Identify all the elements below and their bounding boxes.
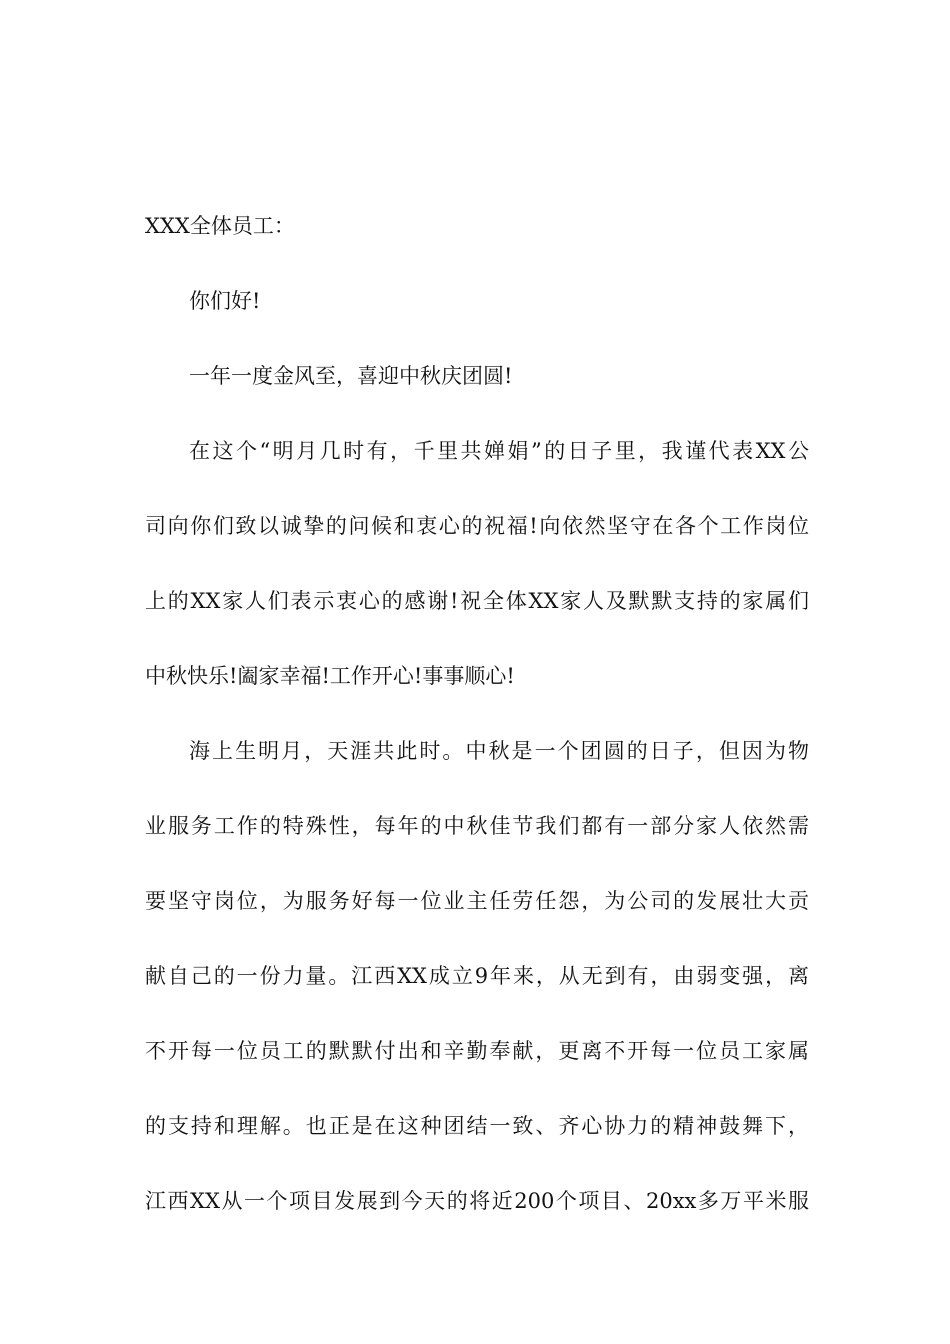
- paragraph-line: 在这个“明月几时有，千里共婵娟”的日子里，我谨代表XX公: [189, 439, 809, 463]
- paragraph-line: 业服务工作的特殊性，每年的中秋佳节我们都有一部分家人依然需: [145, 814, 809, 838]
- paragraph-line: 的支持和理解。也正是在这种团结一致、齐心协力的精神鼓舞下，: [145, 1114, 809, 1138]
- paragraph-line: 要坚守岗位，为服务好每一位业主任劳任怨，为公司的发展壮大贡: [145, 889, 809, 913]
- paragraph-line: 不开每一位员工的默默付出和辛勤奉献，更离不开每一位员工家属: [145, 1039, 809, 1063]
- salutation: XXX全体员工：: [145, 214, 295, 238]
- paragraph-line: 中秋快乐!阖家幸福!工作开心!事事顺心!: [145, 664, 515, 688]
- greeting: 你们好!: [189, 289, 261, 313]
- paragraph-line: 海上生明月，天涯共此时。中秋是一个团圆的日子，但因为物: [189, 739, 809, 763]
- paragraph-line: 司向你们致以诚挚的问候和衷心的祝福!向依然坚守在各个工作岗位: [145, 514, 809, 538]
- paragraph-line: 上的XX家人们表示衷心的感谢!祝全体XX家人及默默支持的家属们: [145, 589, 809, 613]
- paragraph-line: 江西XX从一个项目发展到今天的将近200个项目、20xx多万平米服: [145, 1189, 809, 1213]
- paragraph-line: 一年一度金风至，喜迎中秋庆团圆!: [189, 364, 513, 388]
- paragraph-line: 献自己的一份力量。江西XX成立9年来，从无到有，由弱变强，离: [145, 964, 809, 988]
